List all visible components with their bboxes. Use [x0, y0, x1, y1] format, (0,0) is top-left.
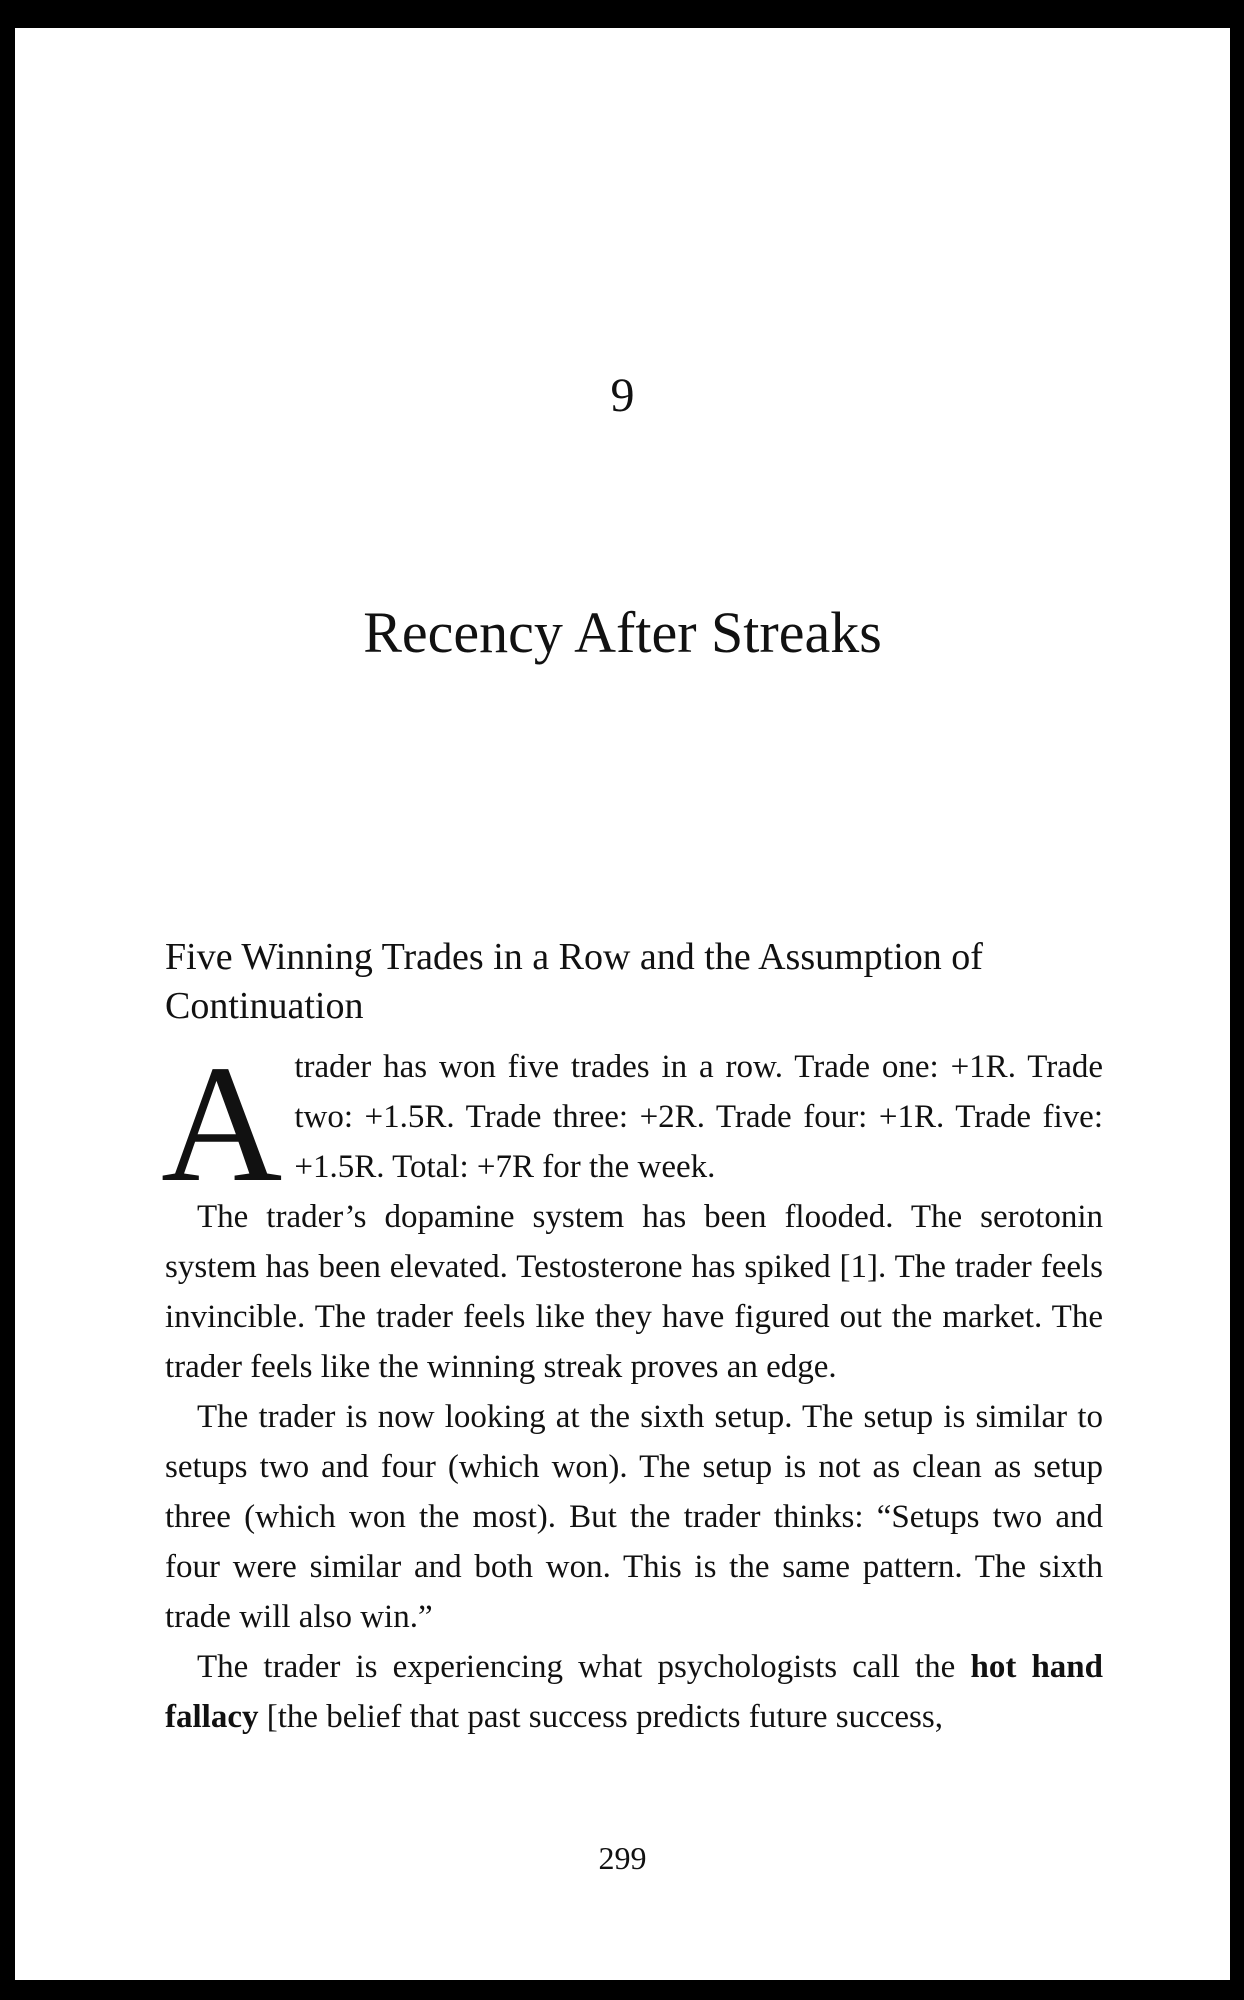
paragraph-4: [165, 1642, 1103, 1742]
section-heading: Five Winning Trades in a Row and the Assumption of Continuation: [165, 936, 983, 1027]
hot-hand-fallacy-term: hot hand fallacy: [165, 1649, 1103, 1735]
page-content: [161, 933, 1103, 1742]
chapter-number: 9: [610, 369, 635, 422]
page-number: 299: [598, 1840, 647, 1876]
paragraph-1-text: trader has won five trades in a row. Trade one: +1R. Trade two: +1.5R. Trade three: +2R. Trade four: +1R. Trade five: +1.5R. Total: +7R for the week.: [294, 1049, 1103, 1185]
chapter-title: Recency After Streaks: [363, 600, 882, 665]
paragraph-3: The trader is now looking at the sixth setup. The setup is similar to setups two and four (which won). The setup is not as clean as setup three (which won the most). But the trader thinks: “Setups two and four were similar and both won. This is the same pattern. The sixth trade will also win.”: [165, 1399, 1103, 1635]
paragraph-4-text-end: [the belief that past success predicts future success,: [258, 1699, 943, 1735]
paragraph-1: [161, 1031, 1103, 1217]
paragraph-2: The trader’s dopamine system has been flooded. The serotonin system has been elevated. Testosterone has spiked [1]. The trader feels invincible. The trader feels like they have figured out the market. The trader feels like the winning streak proves an edge.: [165, 1199, 1103, 1385]
book-page: [15, 28, 1230, 1980]
paragraph-4-text-start: The trader is experiencing what psychologists call the: [197, 1649, 971, 1685]
drop-cap: A: [161, 1031, 283, 1217]
